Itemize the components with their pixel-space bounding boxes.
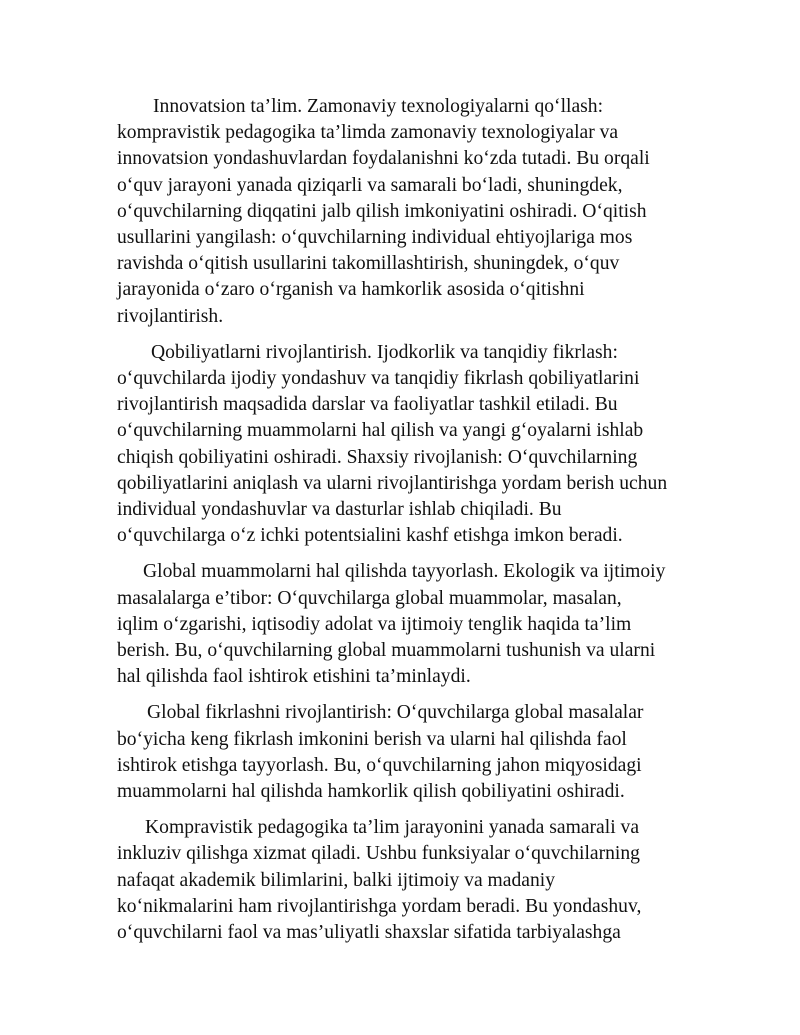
paragraph-text: Kompravistik pedagogika ta’lim jarayonini yanada samarali va inkluziv qilishga xizmat qiladi. Ushbu funksiyalar o‘quvchilarning nafaqat akademik bilimlarini, balki ijtimoiy va madaniy ko‘nikmalarini ham rivojlantirishga yordam beradi. Bu yondashuv, o‘quvchilarni faol va mas’uliyatli shaxslar sifatida tarbiyalashga xyxy=(117,817,642,944)
paragraph-text: Qobiliyatlarni rivojlantirish. Ijodkorlik va tanqidiy fikrlash: o‘quvchilarda ijodiy yondashuv va tanqidiy fikrlash qobiliyatlarini rivojlantirish maqsadida darslar va faoliyatlar tashkil etiladi. Bu o‘quvchilarning muammolarni hal qilish va yangi g‘oyalarni ishlab chiqish qobiliyatini oshiradi. Shaxsiy rivojlanish: O‘quvchilarning qobiliyatlarini aniqlash va ularni rivojlantirishga yordam berish uchun individual yondashuvlar va dasturlar ishlab chiqiladi. Bu o‘quvchilarga o‘z ichki potentsialini kashf etishga imkon beradi. xyxy=(117,341,668,547)
paragraph-innovatsion-talim xyxy=(117,94,711,330)
paragraph-global-muammolar xyxy=(117,559,711,690)
document-page xyxy=(117,94,711,956)
paragraph-text: Global muammolarni hal qilishda tayyorlash. Ekologik va ijtimoiy masalalarga e’tibor: O‘quvchilarga global muammolar, masalan, iqlim o‘zgarishi, iqtisodiy adolat va ijtimoiy tenglik haqida ta’lim berish. Bu, o‘quvchilarning global muammolarni tushunish va ularni hal qilishda faol ishtirok etishini ta’minlaydi. xyxy=(117,561,666,688)
paragraph-qobiliyatlarni-rivojlantirish xyxy=(117,340,711,550)
paragraph-text: Global fikrlashni rivojlantirish: O‘quvchilarga global masalalar bo‘yicha keng fikrlash imkonini berish va ularni hal qilishda faol ishtirok etishga tayyorlash. Bu, o‘quvchilarning jahon miqyosidagi muammolarni hal qilishda hamkorlik qilish qobiliyatini oshiradi. xyxy=(117,702,644,803)
paragraph-text: Innovatsion ta’lim. Zamonaviy texnologiyalarni qo‘llash: kompravistik pedagogika ta’limda zamonaviy texnologiyalar va innovatsion yondashuvlardan foydalanishni ko‘zda tutadi. Bu orqali o‘quv jarayoni yanada qiziqarli va samarali bo‘ladi, shuningdek, o‘quvchilarning diqqatini jalb qilish imkoniyatini oshiradi. O‘qitish usullarini yangilash: o‘quvchilarning individual ehtiyojlariga mos ravishda o‘qitish usullarini takomillashtirish, shuningdek, o‘quv jarayonida o‘zaro o‘rganish va hamkorlik asosida o‘qitishni rivojlantirish. xyxy=(117,96,650,327)
paragraph-kompravistik-pedagogika xyxy=(117,815,711,946)
paragraph-global-fikrlash xyxy=(117,700,711,805)
